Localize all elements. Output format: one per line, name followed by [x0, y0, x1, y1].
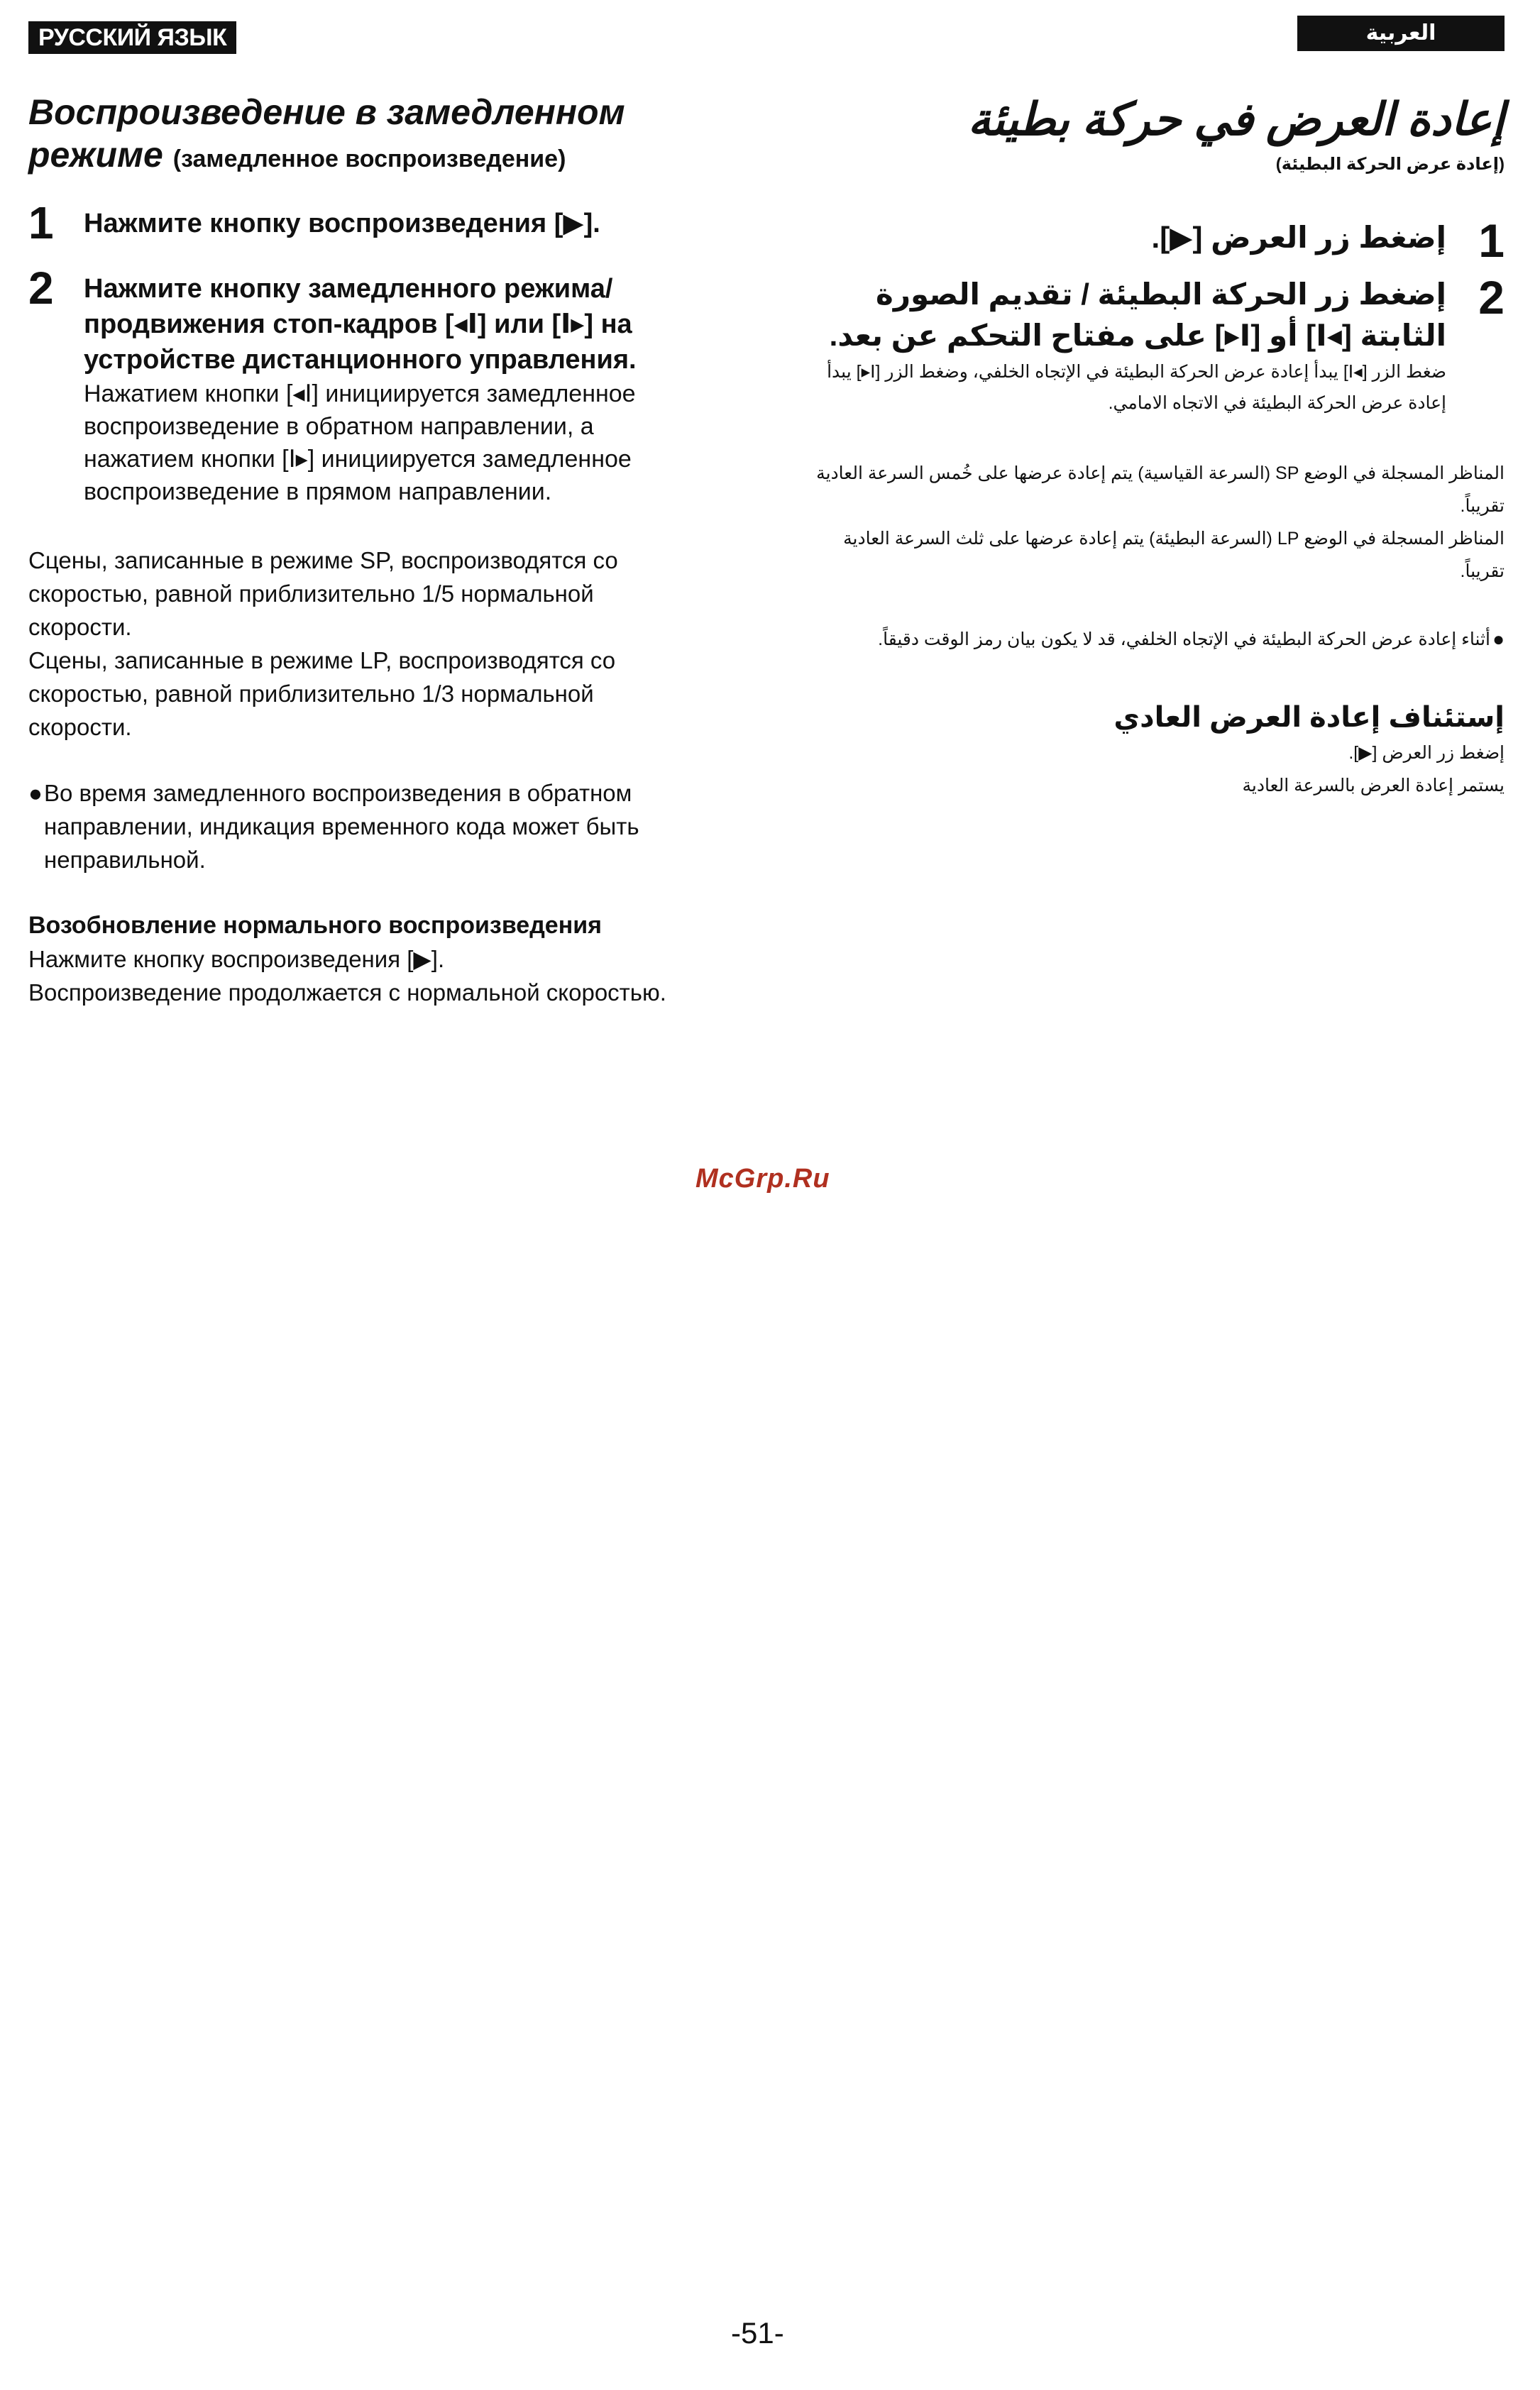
bullet-text: Во время замедленного воспроизведения в обратном направлении, индикация временного кода может быть неправильной. [44, 780, 639, 873]
bullet-text: أثناء إعادة عرض الحركة البطيئة في الإتجاه الخلفي، قد لا يكون بيان رمز الوقت دقيقاً. [878, 629, 1490, 649]
watermark: McGrp.Ru [695, 1164, 830, 1194]
step-number: 1 [1478, 214, 1505, 267]
arabic-column [816, 91, 1505, 802]
note-lp: Сцены, записанные в режиме LP, воспроизводятся со скоростью, равной приблизительно 1/3 нормальной скорости. [28, 647, 616, 740]
arabic-subtitle: (إعادة عرض الحركة البطيئة) [1275, 155, 1505, 174]
resume-text-1: Нажмите кнопку воспроизведения [▶]. [28, 946, 445, 972]
step-heading: Нажмите кнопку замедленного режима/ продвижения стоп-кадров [◂Ⅰ] или [Ⅰ▸] на устройстве дистанционного управления. [84, 274, 637, 375]
resume-text-1: إضغط زر العرض [▶]. [1348, 743, 1505, 763]
step-heading: Нажмите кнопку воспроизведения [▶]. [84, 209, 600, 238]
russian-subtitle: (замедленное воспроизведение) [172, 145, 566, 172]
step-heading: إضغط زر العرض [▶]. [1151, 221, 1446, 254]
arabic-title: إعادة العرض في حركة بطيئة [967, 94, 1505, 145]
resume-heading: Возобновление нормального воспроизведения [28, 912, 602, 939]
note-lp: المناظر المسجلة في الوضع LP (السرعة البطيئة) يتم إعادة عرضها على ثلث السرعة العادية تقريباً. [843, 529, 1505, 581]
arabic-resume-section [816, 698, 1505, 802]
bullet-icon: ● [28, 780, 43, 806]
russian-column [28, 91, 703, 1009]
russian-step-2 [28, 265, 703, 508]
note-sp: Сцены, записанные в режиме SP, воспроизводятся со скоростью, равной приблизительно 1/5 нормальной скорости. [28, 547, 618, 640]
resume-text-2: يستمر إعادة العرض بالسرعة العادية [1242, 776, 1505, 795]
russian-title-line2: режиме [28, 135, 163, 175]
step-number: 2 [28, 263, 54, 314]
resume-text-2: Воспроизведение продолжается с нормальной скоростью. [28, 979, 666, 1006]
note-sp: المناظر المسجلة في الوضع SP (السرعة القياسية) يتم إعادة عرضها على خُمس السرعة العادية تقريباً. [816, 463, 1505, 516]
arabic-speed-notes [816, 457, 1505, 588]
russian-speed-notes [28, 544, 703, 744]
step-number: 1 [28, 197, 54, 248]
arabic-bullet-note [816, 623, 1505, 656]
russian-step-1 [28, 197, 703, 248]
arabic-step-1 [816, 214, 1505, 267]
russian-title [28, 91, 703, 180]
step-heading: إضغط زر الحركة البطيئة / تقديم الصورة الثابتة [◂Ⅰ] أو [Ⅰ▸] على مفتاح التحكم عن بعد. [829, 277, 1446, 352]
step-description: Нажатием кнопки [◂Ⅰ] инициируется замедленное воспроизведение в обратном направлении, а нажатием кнопки [Ⅰ▸] инициируется замедленное воспроизведение в прямом направлении. [84, 380, 636, 505]
language-tab-arabic: العربية [1297, 16, 1505, 51]
arabic-step-2 [816, 271, 1505, 419]
step-description: ضغط الزر [◂Ⅰ] يبدأ إعادة عرض الحركة البطيئة في الإتجاه الخلفي، وضغط الزر [Ⅰ▸] يبدأ إعادة عرض الحركة البطيئة في الاتجاه الامامي. [827, 362, 1446, 413]
russian-resume-section [28, 909, 703, 1009]
russian-title-line1: Воспроизведение в замедленном [28, 92, 625, 132]
russian-bullet-note [28, 776, 703, 876]
step-number: 2 [1478, 271, 1505, 324]
page-number: -51- [731, 2316, 784, 2350]
language-tab-russian: РУССКИЙ ЯЗЫК [28, 21, 236, 54]
bullet-icon: ● [1492, 628, 1505, 650]
resume-heading: إستئناف إعادة العرض العادي [1113, 702, 1505, 733]
